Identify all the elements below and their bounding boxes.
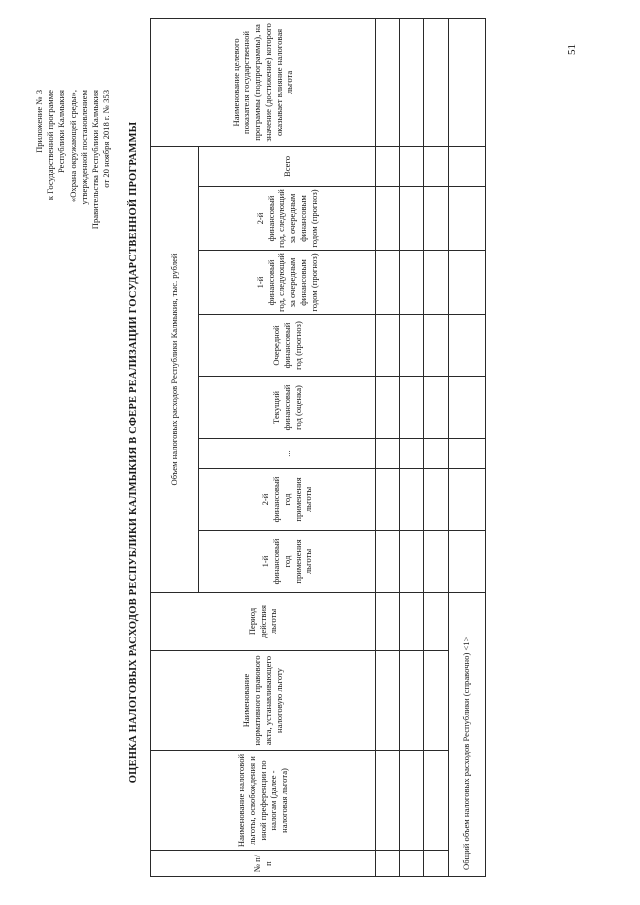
- summary-row: [448, 18, 486, 876]
- table-row: [400, 18, 424, 876]
- header-year-2: 2-й финансовый год применения льготы: [199, 469, 375, 531]
- header-dots: ...: [199, 439, 375, 469]
- header-period: Период действия льготы: [151, 593, 376, 651]
- appendix-line: Приложение № 3: [34, 90, 44, 153]
- header-current-year: Текущий финансовый год (оценка): [199, 377, 375, 439]
- header-year-1: 1-й финансовый год применения льготы: [199, 531, 375, 593]
- tax-expenditure-table: [150, 18, 486, 877]
- appendix-line: к Государственной программе: [45, 90, 56, 201]
- header-plan-year-1: 1-й финансовый год, следующий за очередным финансовым годом (прогноз): [199, 251, 375, 315]
- document-title: ОЦЕНКА НАЛОГОВЫХ РАСХОДОВ РЕСПУБЛИКИ КАЛМЫКИЯ В СФЕРЕ РЕАЛИЗАЦИИ ГОСУДАРСТВЕННОЙ ПРОГРАММЫ: [128, 121, 139, 784]
- table-row: [424, 18, 448, 876]
- table-row: [375, 18, 399, 876]
- header-act: Наименование нормативного правового акта, устанавливающего налоговую льготу: [151, 651, 376, 751]
- header-plan-year-2: 2-й финансовый год, следующий за очередным финансовым годом (прогноз): [199, 187, 375, 251]
- header-indicator: Наименование целевого показателя государственной программы (подпрограммы), на значение (достижение) которого оказывает влияние налоговая льгота: [151, 18, 376, 146]
- page-number: 51: [566, 44, 578, 55]
- appendix-block: [34, 90, 112, 350]
- appendix-line: Правительства Республики Калмыкия: [90, 90, 101, 230]
- appendix-line: от 20 ноября 2018 г. № 353: [101, 90, 112, 188]
- appendix-line: «Охрана окружающей среды»,: [67, 90, 78, 203]
- header-num: № п/п: [151, 851, 376, 877]
- appendix-line: утвержденной постановлением: [78, 90, 89, 205]
- header-benefit: Наименование налоговой льготы, освобождения и иной преференции по налогам (далее - налоговая льгота): [151, 751, 376, 851]
- summary-label: Общий объем налоговых расходов Республики (справочно) <1>: [448, 593, 486, 877]
- header-next-year: Очередной финансовый год (прогноз): [199, 315, 375, 377]
- header-total: Всего: [199, 146, 375, 186]
- appendix-line: Республики Калмыкия: [56, 90, 67, 173]
- header-volume-group: Объем налоговых расходов Республики Калмыкия, тыс. рублей: [151, 146, 199, 592]
